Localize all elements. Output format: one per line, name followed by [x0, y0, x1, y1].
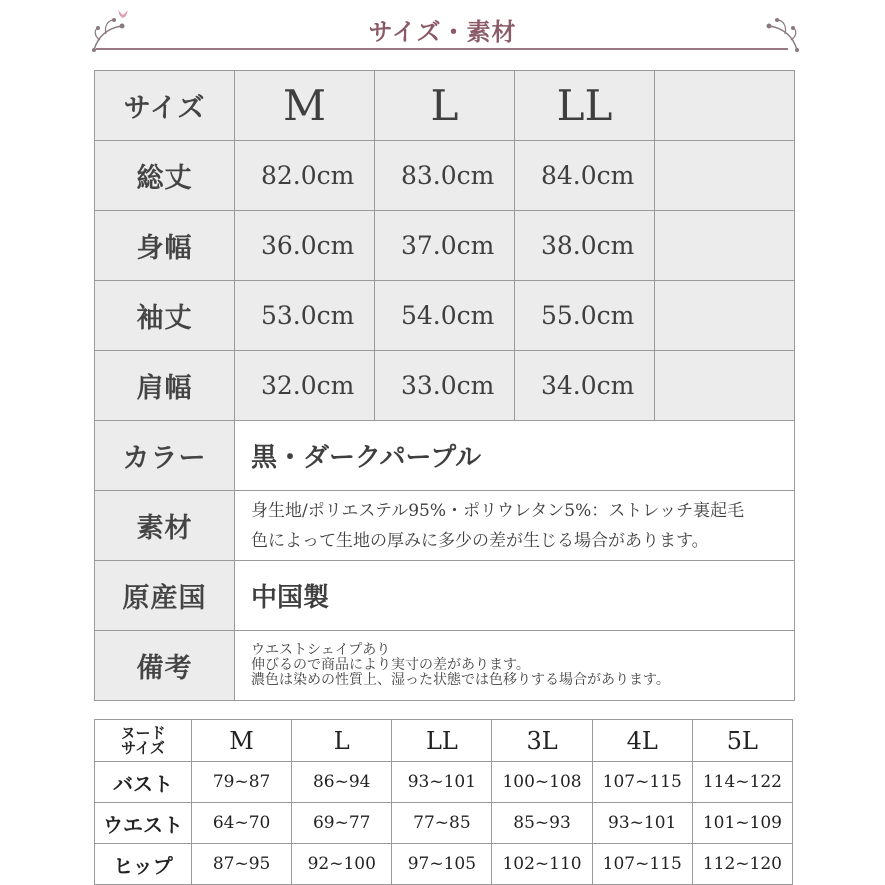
empty-cell: [655, 211, 795, 281]
row-label: 総丈: [95, 141, 235, 211]
row-label-hip: ヒップ: [95, 844, 192, 885]
material-row: [95, 491, 795, 561]
table-cell: 107~115: [592, 844, 692, 885]
table-cell: 85~93: [492, 803, 592, 844]
row-label: 袖丈: [95, 281, 235, 351]
nude-size-l: L: [292, 720, 392, 762]
material-note: 色によって生地の厚みに多少の差が生じる場合があります。: [251, 530, 709, 551]
remarks-line: 伸びるので商品により実寸の差があります。: [251, 657, 530, 673]
table-cell: 64~70: [192, 803, 292, 844]
row-label-color: カラー: [95, 421, 235, 491]
remarks-value-cell: [235, 631, 795, 701]
table-cell: 84.0cm: [515, 141, 655, 211]
table-cell: 112~120: [692, 844, 792, 885]
table-cell: 101~109: [692, 803, 792, 844]
nude-size-4l: 4L: [592, 720, 692, 762]
table-cell: 86~94: [292, 762, 392, 803]
table-cell: 97~105: [392, 844, 492, 885]
remarks-line: 濃色は染めの性質上、湿った状態では色移りする場合があります。: [251, 672, 670, 688]
table-row: [95, 141, 795, 211]
table-cell: 93~101: [392, 762, 492, 803]
floral-vine-icon: [757, 6, 803, 58]
size-l: L: [375, 71, 515, 141]
table-row: [95, 281, 795, 351]
table-row: [95, 762, 793, 803]
row-label-bust: バスト: [95, 762, 192, 803]
title-divider: [96, 48, 788, 50]
color-row: [95, 421, 795, 491]
table-cell: 54.0cm: [375, 281, 515, 351]
remarks-row: [95, 631, 795, 701]
material-line: 身生地/ポリエステル95%・ポリウレタン5%：ストレッチ裏起毛: [251, 500, 745, 521]
table-row: [95, 844, 793, 885]
table-cell: 53.0cm: [235, 281, 375, 351]
row-label: 身幅: [95, 211, 235, 281]
table-cell: 79~87: [192, 762, 292, 803]
nude-size-ll: LL: [392, 720, 492, 762]
table-cell: 100~108: [492, 762, 592, 803]
empty-cell: [655, 71, 795, 141]
size-m: M: [235, 71, 375, 141]
table-cell: 34.0cm: [515, 351, 655, 421]
table-cell: 107~115: [592, 762, 692, 803]
size-ll: LL: [515, 71, 655, 141]
row-label-material: 素材: [95, 491, 235, 561]
header: [0, 0, 885, 60]
empty-cell: [655, 281, 795, 351]
row-label-origin: 原産国: [95, 561, 235, 631]
table-cell: 33.0cm: [375, 351, 515, 421]
size-header-row: [95, 71, 795, 141]
table-cell: 114~122: [692, 762, 792, 803]
color-value: 黒・ダークパープル: [251, 443, 482, 473]
origin-row: [95, 561, 795, 631]
table-row: [95, 803, 793, 844]
material-value-cell: [235, 491, 795, 561]
page-title: サイズ・素材: [368, 17, 517, 46]
origin-value-cell: [235, 561, 795, 631]
table-cell: 87~95: [192, 844, 292, 885]
table-cell: 92~100: [292, 844, 392, 885]
table-cell: 77~85: [392, 803, 492, 844]
table-cell: 37.0cm: [375, 211, 515, 281]
table-cell: 82.0cm: [235, 141, 375, 211]
table-cell: 38.0cm: [515, 211, 655, 281]
row-label-remarks: 備考: [95, 631, 235, 701]
color-value-cell: [235, 421, 795, 491]
origin-value: 中国製: [251, 583, 330, 613]
table-cell: 69~77: [292, 803, 392, 844]
row-label-size: サイズ: [95, 71, 235, 141]
table-cell: 83.0cm: [375, 141, 515, 211]
nude-size-5l: 5L: [692, 720, 792, 762]
nude-header-row: [95, 720, 793, 762]
nude-size-m: M: [192, 720, 292, 762]
size-material-table: [94, 70, 795, 701]
nude-size-3l: 3L: [492, 720, 592, 762]
table-row: [95, 211, 795, 281]
nude-size-table: [94, 719, 793, 885]
remarks-line: ウエストシェイプあり: [251, 642, 391, 658]
table-cell: 32.0cm: [235, 351, 375, 421]
table-row: [95, 351, 795, 421]
empty-cell: [655, 351, 795, 421]
table-cell: 36.0cm: [235, 211, 375, 281]
empty-cell: [655, 141, 795, 211]
table-cell: 55.0cm: [515, 281, 655, 351]
row-label: 肩幅: [95, 351, 235, 421]
nude-size-header: ヌード サイズ: [95, 720, 192, 762]
table-cell: 93~101: [592, 803, 692, 844]
row-label-waist: ウエスト: [95, 803, 192, 844]
table-cell: 102~110: [492, 844, 592, 885]
